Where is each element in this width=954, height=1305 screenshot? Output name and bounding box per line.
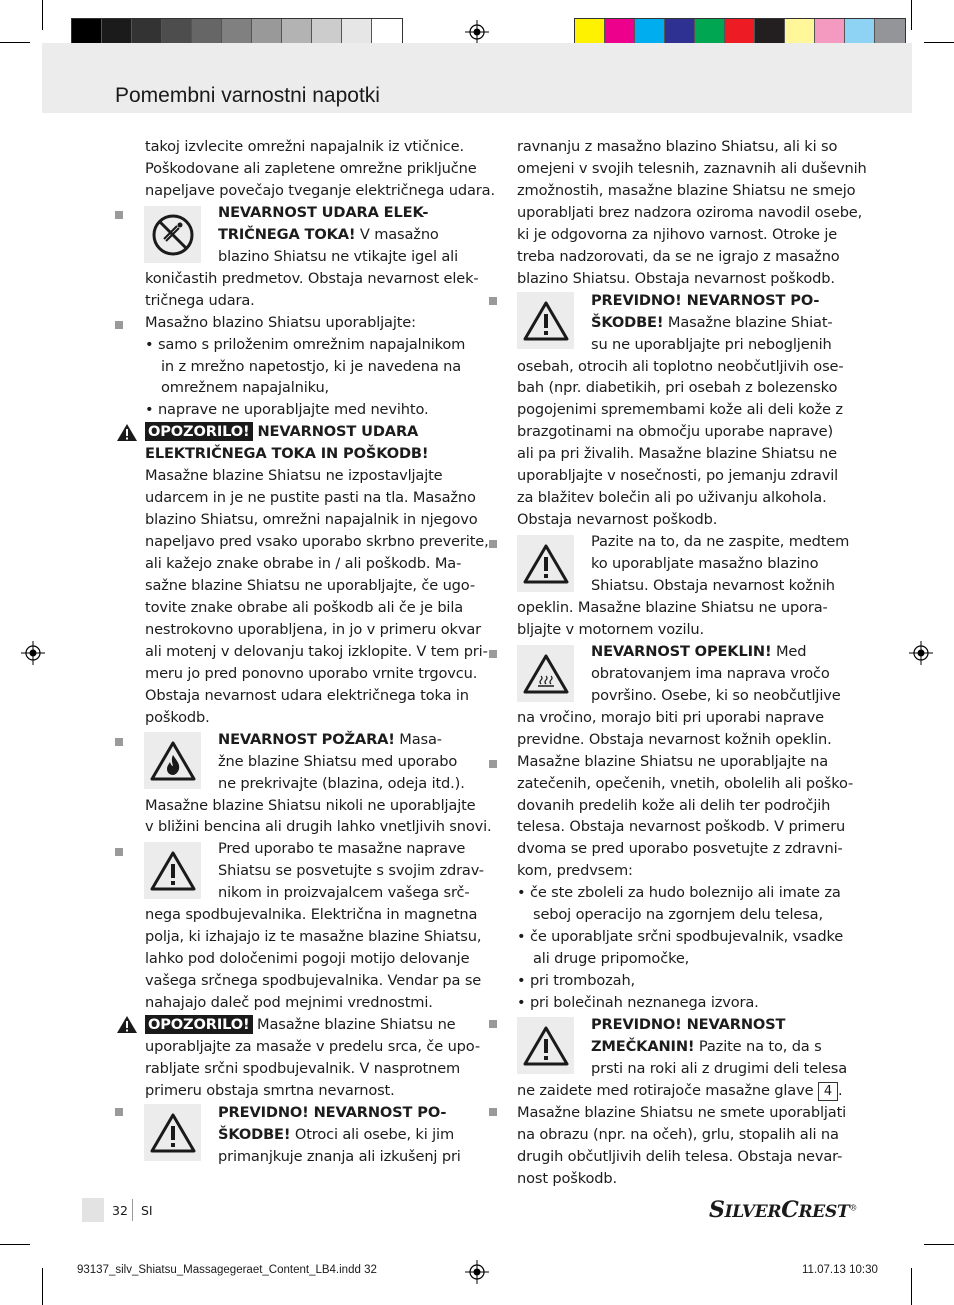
print-slug-date: 11.07.13 10:30 — [802, 1264, 878, 1276]
text-line: ravnanju z masažno blazino Shiatsu, ali ki so — [517, 138, 838, 155]
text-line: na obrazu (npr. na očeh), grlu, stopalih ali na — [517, 1125, 839, 1143]
text-line: primeru obstaja smrtna nevarnost. — [145, 1081, 395, 1099]
text-line: nikom in proizvajalcem vašega srč- — [218, 884, 470, 902]
list-bullet — [115, 1108, 123, 1116]
text-line: treba nadzorovati, da se ne igrajo z masažno — [517, 247, 840, 265]
text-line: napeljavo pred vsako uporabo skrbno preverite, — [145, 533, 489, 551]
heading-text: NEVARNOST UDARA — [252, 423, 419, 441]
warning-heading — [591, 290, 819, 312]
no-needles-icon — [144, 206, 201, 263]
warning-triangle-icon — [116, 423, 138, 442]
color-swatch — [605, 19, 635, 46]
text-line: • če ste zboleli za hudo boleznijo ali imate za — [517, 884, 841, 902]
text-line: uporabljati brez nadzora oziroma navodil osebe, — [517, 203, 863, 221]
body-text: Otroci ali osebe, ki jim — [290, 1125, 455, 1143]
warning-triangle-icon — [517, 535, 574, 592]
text-line: • naprave ne uporabljajte med nevihto. — [145, 401, 429, 419]
registration-mark-icon — [909, 641, 933, 665]
text-line: vašega srčnega spodbujevalnika. Vendar pa se — [145, 972, 482, 990]
text-line: lahko pod določenimi pogoji motijo delovanje — [145, 950, 470, 968]
registration-mark-icon — [465, 1260, 489, 1284]
color-swatch — [102, 19, 132, 46]
text-line: tričnega udara. — [145, 291, 255, 309]
text-line: napeljave povečajo tveganje električnega udara. — [145, 181, 495, 199]
text-line — [591, 641, 806, 663]
color-swatch — [132, 19, 162, 46]
text-line: Pred uporabo te masažne naprave — [218, 840, 466, 858]
text-line: bah (npr. diabetikih, pri osebah z bolezensko — [517, 379, 838, 397]
text-line: dovanih predelih kože ali delih ter področjih — [517, 796, 831, 814]
text-line: poškodb. — [145, 708, 210, 726]
registration-mark-icon — [465, 20, 489, 44]
heading-text: PREVIDNO! NEVARNOST PO- — [591, 291, 820, 309]
color-swatch — [312, 19, 342, 46]
text-line: za blažitev bolečin ali po uživanju alkohola. — [517, 489, 827, 507]
text-line: Obstaja nevarnost poškodb. — [517, 511, 718, 529]
warning-heading — [591, 1014, 785, 1036]
text-line: bljajte v motornem vozilu. — [517, 620, 704, 638]
color-swatch — [222, 19, 252, 46]
text-line: na vročino, morajo biti pri uporabi naprave — [517, 708, 824, 726]
text-line: blazino Shiatsu, omrežni napajalnik in njegovo — [145, 511, 478, 529]
heading-text: NEVARNOST UDARA ELEK- — [218, 203, 429, 221]
body-text: Masažne blazine Shiat- — [663, 313, 833, 331]
warning-triangle-icon — [144, 842, 201, 899]
text-line: tovite znake obrabe ali poškodb ali če je bila — [145, 598, 464, 616]
text-line: sažne blazine Shiatsu ne uporabljajte, če ugo- — [145, 577, 475, 594]
text-line: primanjkuje znanja ali izkušenj pri — [218, 1147, 461, 1165]
print-slug-filename: 93137_silv_Shiatsu_Massagegeraet_Content_LB4.indd 32 — [77, 1264, 377, 1276]
list-bullet — [489, 540, 497, 548]
text-line: • samo s priloženim omrežnim napajalnikom — [145, 335, 466, 353]
text-line: opeklin. Masažne blazine Shiatsu ne upora- — [517, 598, 828, 616]
text-line: pogojenimi spremembami kože ali deli kože z — [517, 401, 843, 419]
list-bullet — [489, 297, 497, 305]
text-line: ne prekrivajte (blazina, odeja itd.). — [218, 774, 465, 792]
text-line: obratovanjem ima naprava vročo — [591, 664, 830, 682]
list-bullet — [489, 760, 497, 768]
warning-heading — [145, 443, 428, 465]
text-line: blazino Shiatsu. Obstaja nevarnost poškodb. — [517, 269, 835, 287]
list-bullet — [115, 321, 123, 329]
text-line: zmožnostih, masažne blazine Shiatsu ne smejo — [517, 181, 856, 199]
text-line: Shiatsu. Obstaja nevarnost kožnih — [591, 577, 835, 594]
text-line: • pri trombozah, — [517, 972, 636, 990]
color-swatch — [575, 19, 605, 46]
text-line: dvoma se pred uporabo posvetujte z zdravni- — [517, 840, 843, 858]
crop-mark — [42, 0, 43, 30]
color-swatch — [875, 19, 905, 46]
text-line: Masažne blazine Shiatsu nikoli ne uporabljajte — [145, 796, 476, 814]
registration-mark-icon — [21, 641, 45, 665]
list-bullet — [489, 1020, 497, 1028]
text-line: uporabljajte za masaže v predelu srca, če upo- — [145, 1037, 480, 1055]
text-line: koničastih predmetov. Obstaja nevarnost elek- — [145, 269, 479, 287]
footer-divider — [132, 1199, 133, 1221]
warning-triangle-icon — [116, 1015, 138, 1034]
heading-text: TRIČNEGA TOKA! — [218, 225, 356, 243]
text-line: ko uporabljate masažno blazino — [591, 555, 819, 573]
color-swatch — [665, 19, 695, 46]
text-line: uporabljajte v nosečnosti, po jemanju zdravil — [517, 467, 839, 485]
text-line: ali pa pri živalih. Masažne blazine Shiatsu ne — [517, 445, 837, 463]
warning-triangle-icon — [517, 292, 574, 349]
page-number: 32 — [112, 1203, 128, 1218]
text-line: polja, ki izhajajo iz te masažne blazine Shiatsu, — [145, 928, 482, 946]
color-swatch — [162, 19, 192, 46]
color-swatch — [695, 19, 725, 46]
heading-text: NEVARNOST POŽARA! — [218, 730, 395, 748]
text-line: meru jo pred ponovno uporabo vrnite trgovcu. — [145, 664, 478, 682]
text-line: rabljate srčni spodbujevalnik. V nasprotnem — [145, 1059, 461, 1077]
text-line: su ne uporabljajte pri nebogljenih — [591, 335, 832, 353]
page-title: Pomembni varnostni napotki — [115, 84, 380, 107]
text-line: žne blazine Shiatsu med uporabo — [218, 752, 458, 770]
page-language: SI — [141, 1203, 153, 1218]
text-line: Masažne blazine Shiatsu ne uporabljajte na — [517, 752, 829, 770]
warning-label: OPOZORILO! — [145, 1015, 253, 1034]
heading-text: PREVIDNO! NEVARNOST PO- — [218, 1103, 447, 1121]
heading-text: NEVARNOST OPEKLIN! — [591, 642, 772, 660]
text-line: zatečenih, opečenih, vnetih, obolelih ali poško- — [517, 774, 854, 792]
text-line — [218, 224, 439, 246]
warning-triangle-icon — [144, 1104, 201, 1161]
hot-surface-icon — [517, 645, 574, 702]
heading-text: ELEKTRIČNEGA TOKA IN POŠKODB! — [145, 445, 429, 463]
text-line: prsti na roki ali z drugimi deli telesa — [591, 1059, 848, 1077]
text-line: seboj operacijo na zgornjem delu telesa, — [533, 906, 823, 924]
warning-line — [145, 1014, 456, 1036]
warning-label: OPOZORILO! — [145, 422, 253, 441]
text-line: Masažne blazine Shiatsu ne smete uporabljati — [517, 1103, 847, 1121]
warning-line — [145, 421, 418, 443]
text-line: v bližini bencina ali drugih lahko vnetljivih snovi. — [145, 818, 492, 836]
body-text: Masažne blazine Shiatsu ne — [252, 1016, 456, 1033]
text-line: Pazite na to, da ne zaspite, medtem — [591, 533, 850, 551]
text-line: telesa. Obstaja nevarnost poškodb. V primeru — [517, 818, 846, 836]
text-line: nestrokovno uporabljena, in jo v primeru okvar — [145, 620, 481, 638]
body-text: V masažno — [355, 225, 439, 243]
warning-heading — [218, 1102, 446, 1124]
text-line — [591, 312, 833, 334]
text-line: Obstaja nevarnost udara električnega toka in — [145, 686, 469, 704]
text-line: blazino Shiatsu ne vtikajte igel ali — [218, 247, 458, 265]
color-swatch — [845, 19, 875, 46]
heading-text: ŠKODBE! — [591, 313, 664, 331]
crop-mark — [0, 42, 30, 43]
crop-mark — [924, 42, 954, 43]
text-line: kom, predvsem: — [517, 862, 633, 880]
crop-mark — [924, 1244, 954, 1245]
heading-text: ZMEČKANIN! — [591, 1037, 695, 1055]
body-text: Masa- — [394, 730, 442, 748]
text-line: Masažne blazine Shiatsu ne izpostavljajte — [145, 467, 443, 485]
text-line: ali kažejo znake obrabe in / ali poškodb. Ma- — [145, 555, 462, 573]
text-line — [591, 1036, 822, 1058]
text-line: • pri bolečinah neznanega izvora. — [517, 994, 759, 1012]
crop-mark — [42, 1268, 43, 1305]
part-reference: 4 — [818, 1082, 838, 1101]
text-line: drugih občutljivih delih telesa. Obstaja nevar- — [517, 1147, 843, 1165]
text-line: ali motenj v delovanju takoj izklopite. V tem pri- — [145, 642, 488, 660]
text-line — [218, 729, 442, 751]
text-line: površino. Osebe, ki so neobčutljive — [591, 686, 841, 704]
text-line: ali druge pripomočke, — [533, 950, 690, 968]
list-bullet — [489, 1108, 497, 1116]
crop-mark — [0, 1244, 30, 1245]
body-text: . — [838, 1081, 843, 1099]
color-swatch — [725, 19, 755, 46]
text-line: omejeni v svojih telesnih, zaznavnih ali duševnih — [517, 159, 867, 177]
warning-triangle-icon — [517, 1017, 574, 1074]
text-line: omrežnem napajalniku, — [161, 379, 330, 397]
crop-mark — [911, 0, 912, 30]
text-line: brazgotinami na območju uporabe naprave) — [517, 423, 834, 441]
fire-warning-icon — [144, 732, 201, 789]
body-text: Pazite na to, da s — [694, 1037, 822, 1055]
text-line: • če uporabljate srčni spodbujevalnik, vsadke — [517, 928, 844, 946]
color-swatch — [755, 19, 785, 46]
text-line: osebah, otrocih ali toplotno neobčutljivih ose- — [517, 357, 844, 375]
color-swatch — [785, 19, 815, 46]
color-swatch — [72, 19, 102, 46]
text-line: Shiatsu se posvetujte s svojim zdrav- — [218, 862, 484, 880]
color-swatch — [635, 19, 665, 46]
list-bullet — [489, 650, 497, 658]
text-line: udarcem in je ne pustite pasti na tla. Masažno — [145, 489, 476, 507]
heading-text: PREVIDNO! NEVARNOST — [591, 1016, 786, 1033]
list-bullet — [115, 211, 123, 219]
heading-text: ŠKODBE! — [218, 1125, 291, 1143]
color-swatch — [342, 19, 372, 46]
text-line: in z mrežno napetostjo, ki je navedena na — [161, 357, 462, 375]
list-bullet — [115, 738, 123, 746]
color-swatch — [192, 19, 222, 46]
text-line: Poškodovane ali zapletene omrežne priključne — [145, 159, 477, 177]
color-swatch — [282, 19, 312, 46]
silvercrest-logo: SILVERCREST® — [709, 1197, 858, 1223]
body-text: Med — [771, 642, 807, 660]
text-line: nahajajo daleč pod mejnimi vrednostmi. — [145, 994, 433, 1012]
color-swatch — [815, 19, 845, 46]
text-line: nost poškodb. — [517, 1169, 618, 1187]
text-line — [517, 1080, 843, 1102]
text-line: nega spodbujevalnika. Električna in magnetna — [145, 906, 478, 924]
text-line — [218, 1124, 454, 1146]
text-line: ki je odgovorna za njihovo varnost. Otroke je — [517, 225, 838, 243]
text-line: takoj izvlecite omrežni napajalnik iz vtičnice. — [145, 138, 464, 155]
color-swatch — [252, 19, 282, 46]
footer-tab — [82, 1198, 104, 1222]
list-bullet — [115, 848, 123, 856]
text-line: Masažno blazino Shiatsu uporabljajte: — [145, 313, 416, 331]
body-text: ne zaidete med rotirajoče masažne glave — [517, 1081, 814, 1099]
crop-mark — [911, 1268, 912, 1305]
text-line: previdne. Obstaja nevarnost kožnih opeklin. — [517, 730, 832, 748]
warning-heading — [218, 202, 428, 224]
color-swatch — [372, 19, 402, 46]
